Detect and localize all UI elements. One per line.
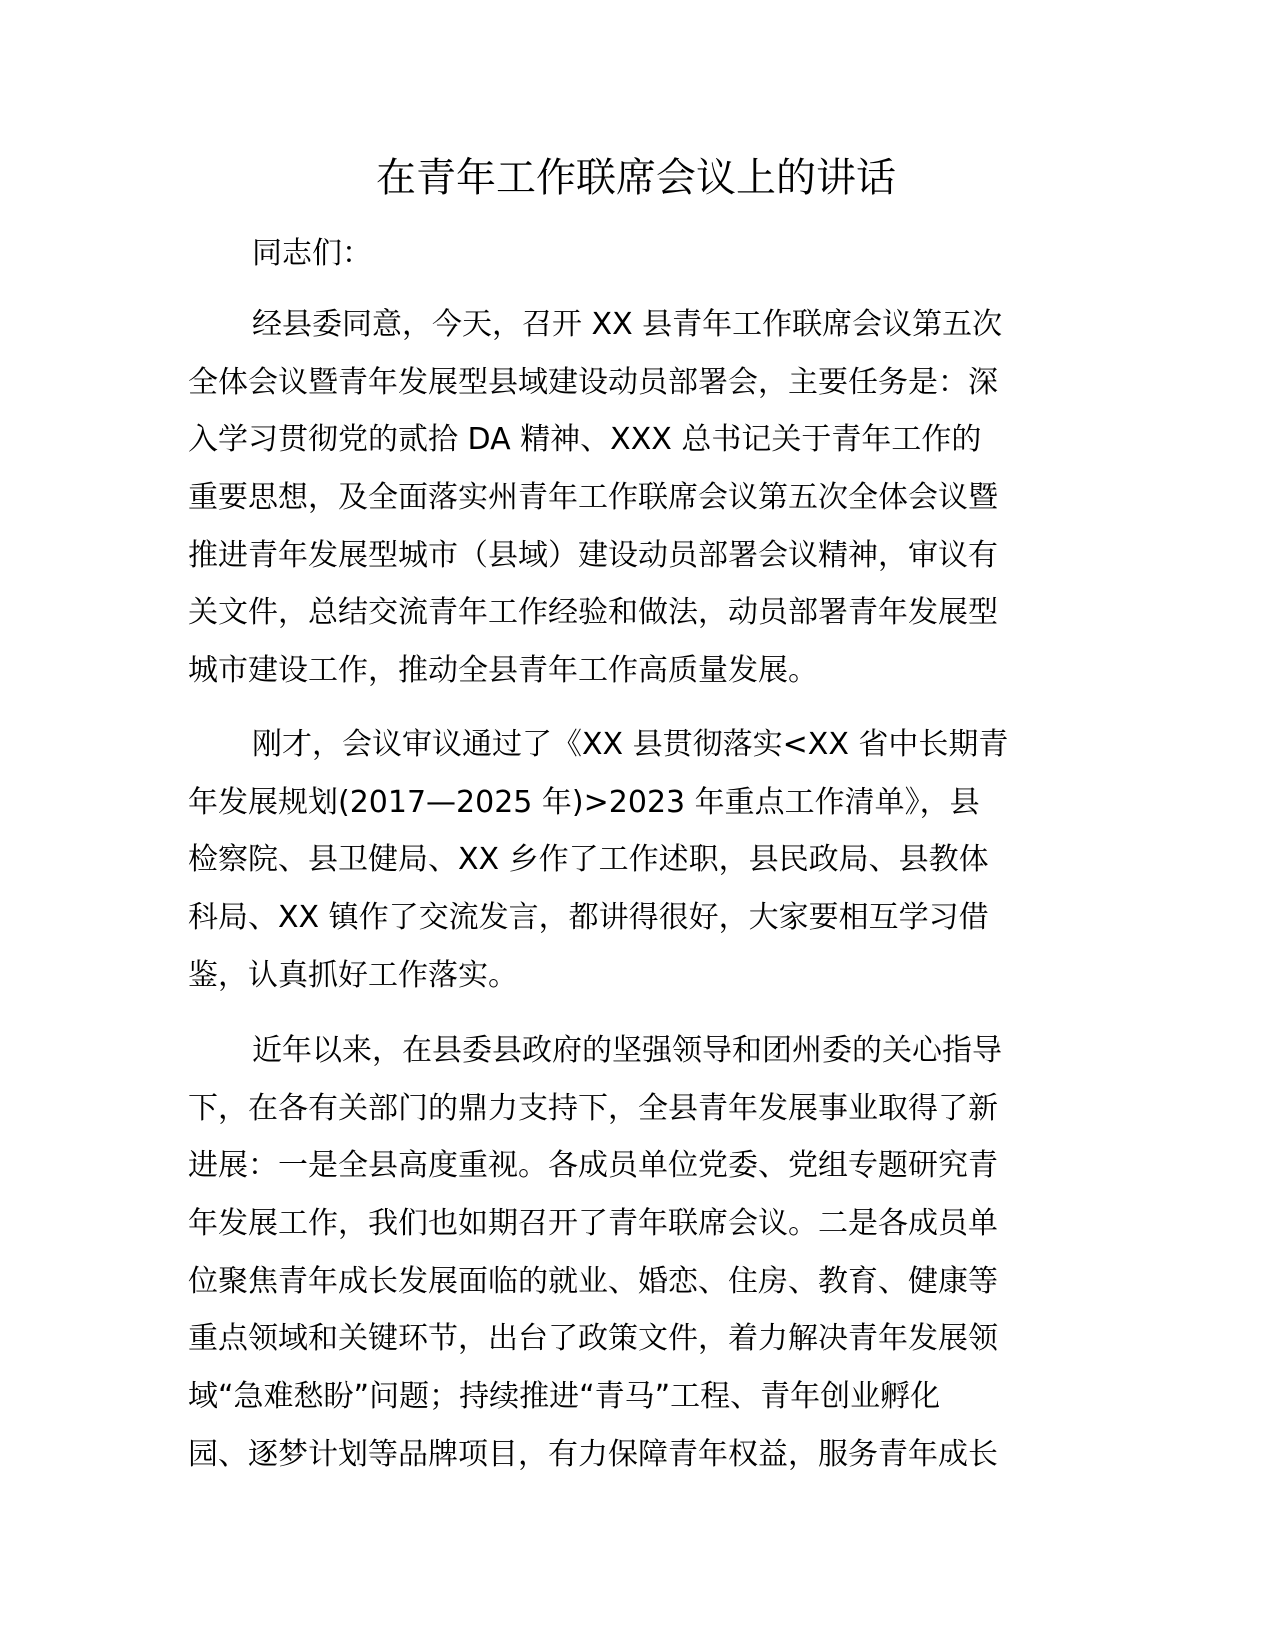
paragraph-line: 重要思想，及全面落实州青年工作联席会议第五次全体会议暨: [188, 480, 998, 516]
paragraph-line: 全体会议暨青年发展型县域建设动员部署会，主要任务是：深: [188, 364, 998, 400]
paragraph-1: [188, 296, 1084, 700]
paragraph-3: [188, 1022, 1084, 1484]
paragraph-line: 刚才，会议审议通过了《XX 县贯彻落实<XX 省中长期青: [252, 727, 1009, 762]
paragraph-line: 年发展工作，我们也如期召开了青年联席会议。二是各成员单: [188, 1206, 998, 1242]
paragraph-line: 近年以来，在县委县政府的坚强领导和团州委的关心指导: [252, 1033, 1002, 1068]
paragraph-line: 检察院、县卫健局、XX 乡作了工作述职，县民政局、县教体: [188, 842, 989, 878]
paragraph-line: 园、逐梦计划等品牌项目，有力保障青年权益，服务青年成长: [188, 1436, 998, 1472]
salutation: 同志们：: [252, 236, 372, 271]
paragraph-2: [188, 716, 1084, 1004]
document-title: 在青年工作联席会议上的讲话: [376, 155, 896, 201]
paragraph-line: 下，在各有关部门的鼎力支持下，全县青年发展事业取得了新: [188, 1090, 998, 1126]
paragraph-line: 经县委同意，今天，召开 XX 县青年工作联席会议第五次: [252, 307, 1003, 342]
paragraph-line: 科局、XX 镇作了交流发言，都讲得很好，大家要相互学习借: [188, 900, 989, 936]
paragraph-line: 鉴，认真抓好工作落实。: [188, 957, 518, 993]
paragraph-line: 城市建设工作，推动全县青年工作高质量发展。: [188, 653, 818, 689]
paragraph-line: 重点领域和关键环节，出台了政策文件，着力解决青年发展领: [188, 1321, 998, 1357]
paragraph-line: 年发展规划(2017—2025 年)>2023 年重点工作清单》，县: [188, 784, 980, 820]
paragraph-line: 进展：一是全县高度重视。各成员单位党委、党组专题研究青: [188, 1148, 998, 1184]
paragraph-line: 推进青年发展型城市（县域）建设动员部署会议精神，审议有: [188, 537, 998, 573]
paragraph-line: 域“急难愁盼”问题；持续推进“青马”工程、青年创业孵化: [188, 1379, 941, 1415]
paragraph-line: 位聚焦青年成长发展面临的就业、婚恋、住房、教育、健康等: [188, 1263, 998, 1299]
paragraph-line: 入学习贯彻党的贰拾 DA 精神、XXX 总书记关于青年工作的: [188, 422, 982, 458]
paragraph-line: 关文件，总结交流青年工作经验和做法，动员部署青年发展型: [188, 595, 998, 631]
